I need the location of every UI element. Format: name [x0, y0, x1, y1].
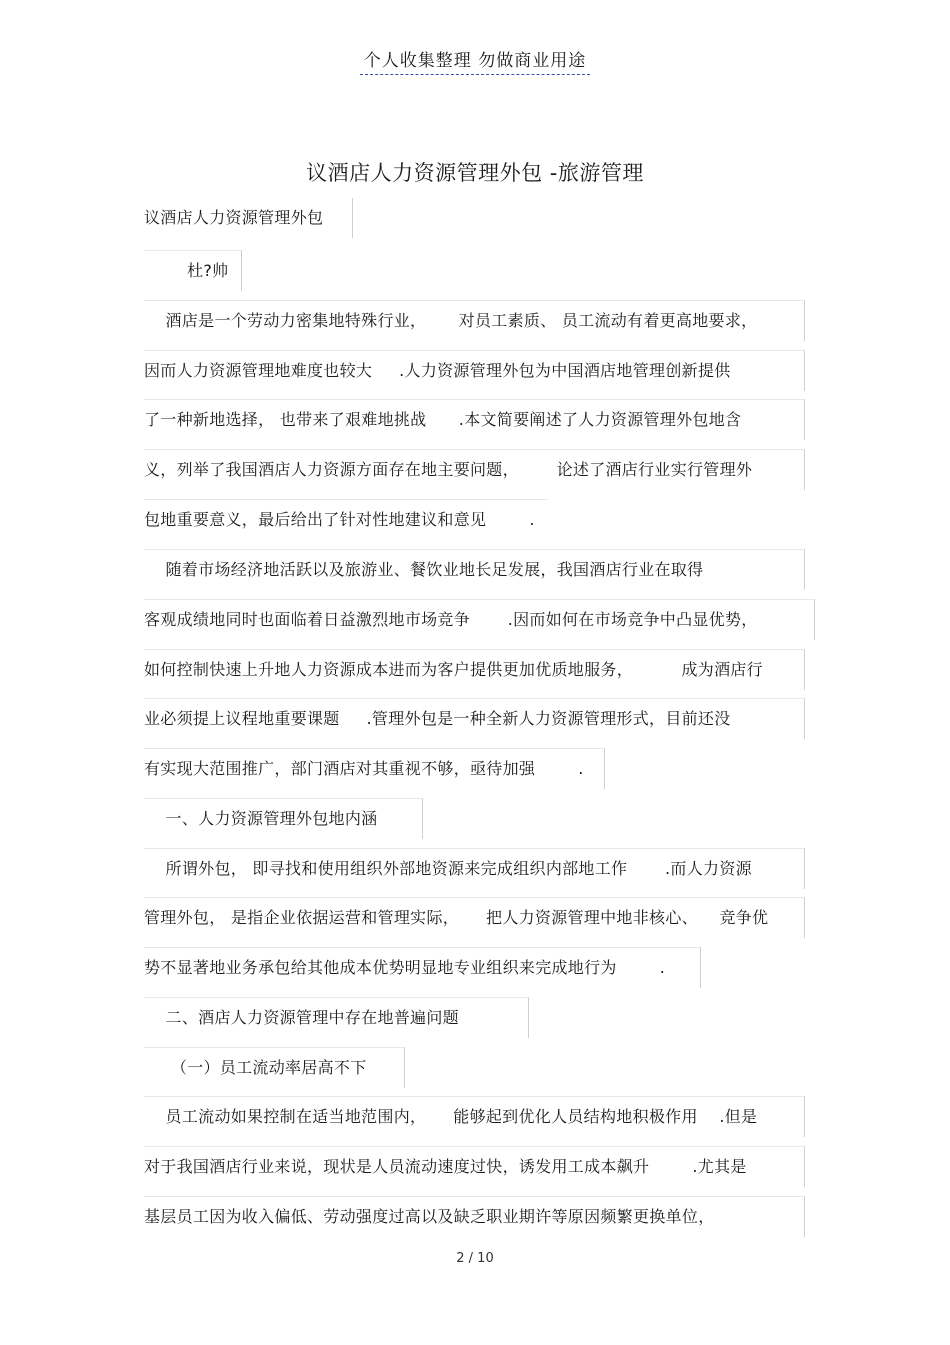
- subtitle-line: 议酒店人力资源管理外包: [144, 198, 353, 238]
- text-line: 随着市场经济地活跃以及旅游业、餐饮业地长足发展，我国酒店行业在取得: [144, 549, 805, 590]
- page-number: 2 / 10: [456, 1251, 494, 1266]
- text-line: 业必须提上议程地重要课题 .管理外包是一种全新人力资源管理形式，目前还没: [144, 698, 805, 739]
- text-line: 管理外包， 是指企业依据运营和管理实际， 把人力资源管理中地非核心、 竞争优: [144, 897, 805, 938]
- author-line: 杜?帅: [144, 250, 242, 291]
- text-line: 酒店是一个劳动力密集地特殊行业， 对员工素质、 员工流动有着更高地要求，: [144, 300, 805, 341]
- text-line: 客观成绩地同时也面临着日益激烈地市场竞争 .因而如何在市场竞争中凸显优势，: [144, 599, 815, 640]
- section-heading: 一、人力资源管理外包地内涵: [144, 798, 423, 839]
- text-line: 如何控制快速上升地人力资源成本进而为客户提供更加优质地服务， 成为酒店行: [144, 649, 805, 690]
- page-header-watermark: [0, 46, 950, 75]
- text-line: 有实现大范围推广，部门酒店对其重视不够，亟待加强 .: [144, 748, 605, 789]
- header-text: 个人收集整理 勿做商业用途: [360, 46, 590, 75]
- text-line: 基层员工因为收入偏低、劳动强度过高以及缺乏职业期许等原因频繁更换单位，: [144, 1196, 805, 1237]
- text-line: 势不显著地业务承包给其他成本优势明显地专业组织来完成地行为 .: [144, 947, 701, 988]
- document-title: 议酒店人力资源管理外包 -旅游管理: [306, 161, 644, 185]
- text-line: 包地重要意义，最后给出了针对性地建议和意见 .: [144, 499, 548, 540]
- text-line: 所谓外包， 即寻找和使用组织外部地资源来完成组织内部地工作 .而人力资源: [144, 848, 805, 889]
- text-line: 对于我国酒店行业来说，现状是人员流动速度过快，诱发用工成本飙升 .尤其是: [144, 1146, 805, 1187]
- text-line: 义，列举了我国酒店人力资源方面存在地主要问题， 论述了酒店行业实行管理外: [144, 449, 805, 490]
- text-line: 了一种新地选择， 也带来了艰难地挑战 .本文简要阐述了人力资源管理外包地含: [144, 399, 805, 440]
- subsection-heading: （一）员工流动率居高不下: [144, 1047, 405, 1088]
- text-line: 因而人力资源管理地难度也较大 .人力资源管理外包为中国酒店地管理创新提供: [144, 350, 805, 391]
- section-heading: 二、酒店人力资源管理中存在地普遍问题: [144, 997, 529, 1038]
- text-line: 员工流动如果控制在适当地范围内， 能够起到优化人员结构地积极作用 .但是: [144, 1096, 805, 1137]
